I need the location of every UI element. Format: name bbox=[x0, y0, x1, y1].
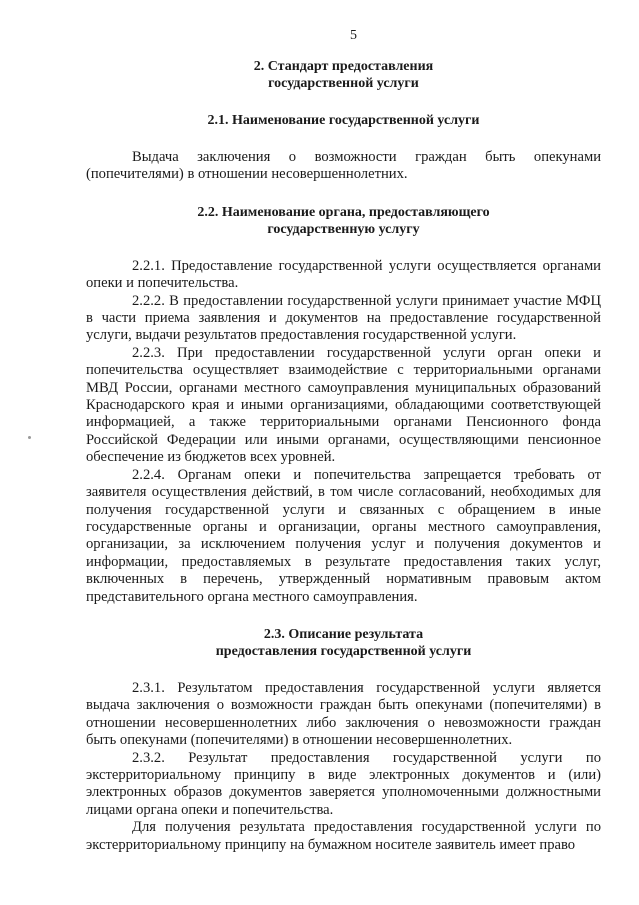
section-2-2-title-line1: 2.2. Наименование органа, предоставляющего bbox=[197, 204, 490, 220]
section-2-3-title-line1: 2.3. Описание результата bbox=[263, 626, 424, 642]
section-2-title-line1: 2. Стандарт предоставления bbox=[253, 59, 434, 74]
paragraph: 2.2.4. Органам опеки и попечительства запрещается требовать от заявителя осуществления действий, в том числе согласований, необходимых для получения государственной услуги и связанных с обращением в иные государственные органы и организации, органы местного самоуправления, организации, за исключением получения услуг и получения документов и информации, предоставляемых в результате предоставления таких услуг, включенных в перечень, утвержденный нормативным правовым актом представительного органа местного самоуправления. bbox=[86, 466, 601, 605]
section-2-2-title-line2: государственную услугу bbox=[267, 221, 420, 237]
section-2-3 bbox=[86, 626, 601, 854]
page-number: 5 bbox=[350, 28, 357, 43]
scan-dot bbox=[28, 436, 31, 439]
paragraph: 2.2.1. Предоставление государственной услуги осуществляется органами опеки и попечительства. bbox=[86, 257, 601, 292]
paragraph: 2.3.1. Результатом предоставления государственной услуги является выдача заключения о возможности граждан быть опекунами (попечителями) в отношении несовершеннолетних либо заключения о невозможности граждан быть опекунами (попечителями) в отношении несовершеннолетних. bbox=[86, 679, 601, 749]
paragraph: 2.2.3. При предоставлении государственной услуги орган опеки и попечительства осуществляет взаимодействие с территориальными органами МВД России, органами местного самоуправления муниципальных образований Краснодарского края и иными организациями, обладающими соответствующей информацией, а также территориальными органами Пенсионного фонда Российской Федерации или иными органами, осуществляющими пенсионное обеспечение из бюджетов всех уровней. bbox=[86, 344, 601, 466]
section-2-heading bbox=[86, 58, 601, 92]
section-2-1 bbox=[86, 112, 601, 184]
paragraph: Для получения результата предоставления государственной услуги по экстерриториальному принципу на бумажном носителе заявитель имеет право bbox=[86, 819, 601, 853]
section-2-3-title-line2: предоставления государственной услуги bbox=[215, 643, 472, 659]
section-2-1-title: 2.1. Наименование государственной услуги bbox=[207, 113, 480, 128]
paragraph: Выдача заключения о возможности граждан быть опекунами (попечителями) в отношении несовершеннолетних. bbox=[86, 149, 601, 183]
paragraph: 2.2.2. В предоставлении государственной услуги принимает участие МФЦ в части приема заявления и документов на предоставление государственной услуги, выдачи результатов предоставления государственной услуги. bbox=[86, 292, 601, 344]
section-2-title-line2: государственной услуги bbox=[268, 76, 419, 91]
section-2-2 bbox=[86, 204, 601, 606]
paragraph: 2.3.2. Результат предоставления государственной услуги по экстерриториальному принципу в виде электронных документов и (или) электронных образов документов заверяется уполномоченными должностными лицами органа опеки и попечительства. bbox=[86, 749, 601, 818]
